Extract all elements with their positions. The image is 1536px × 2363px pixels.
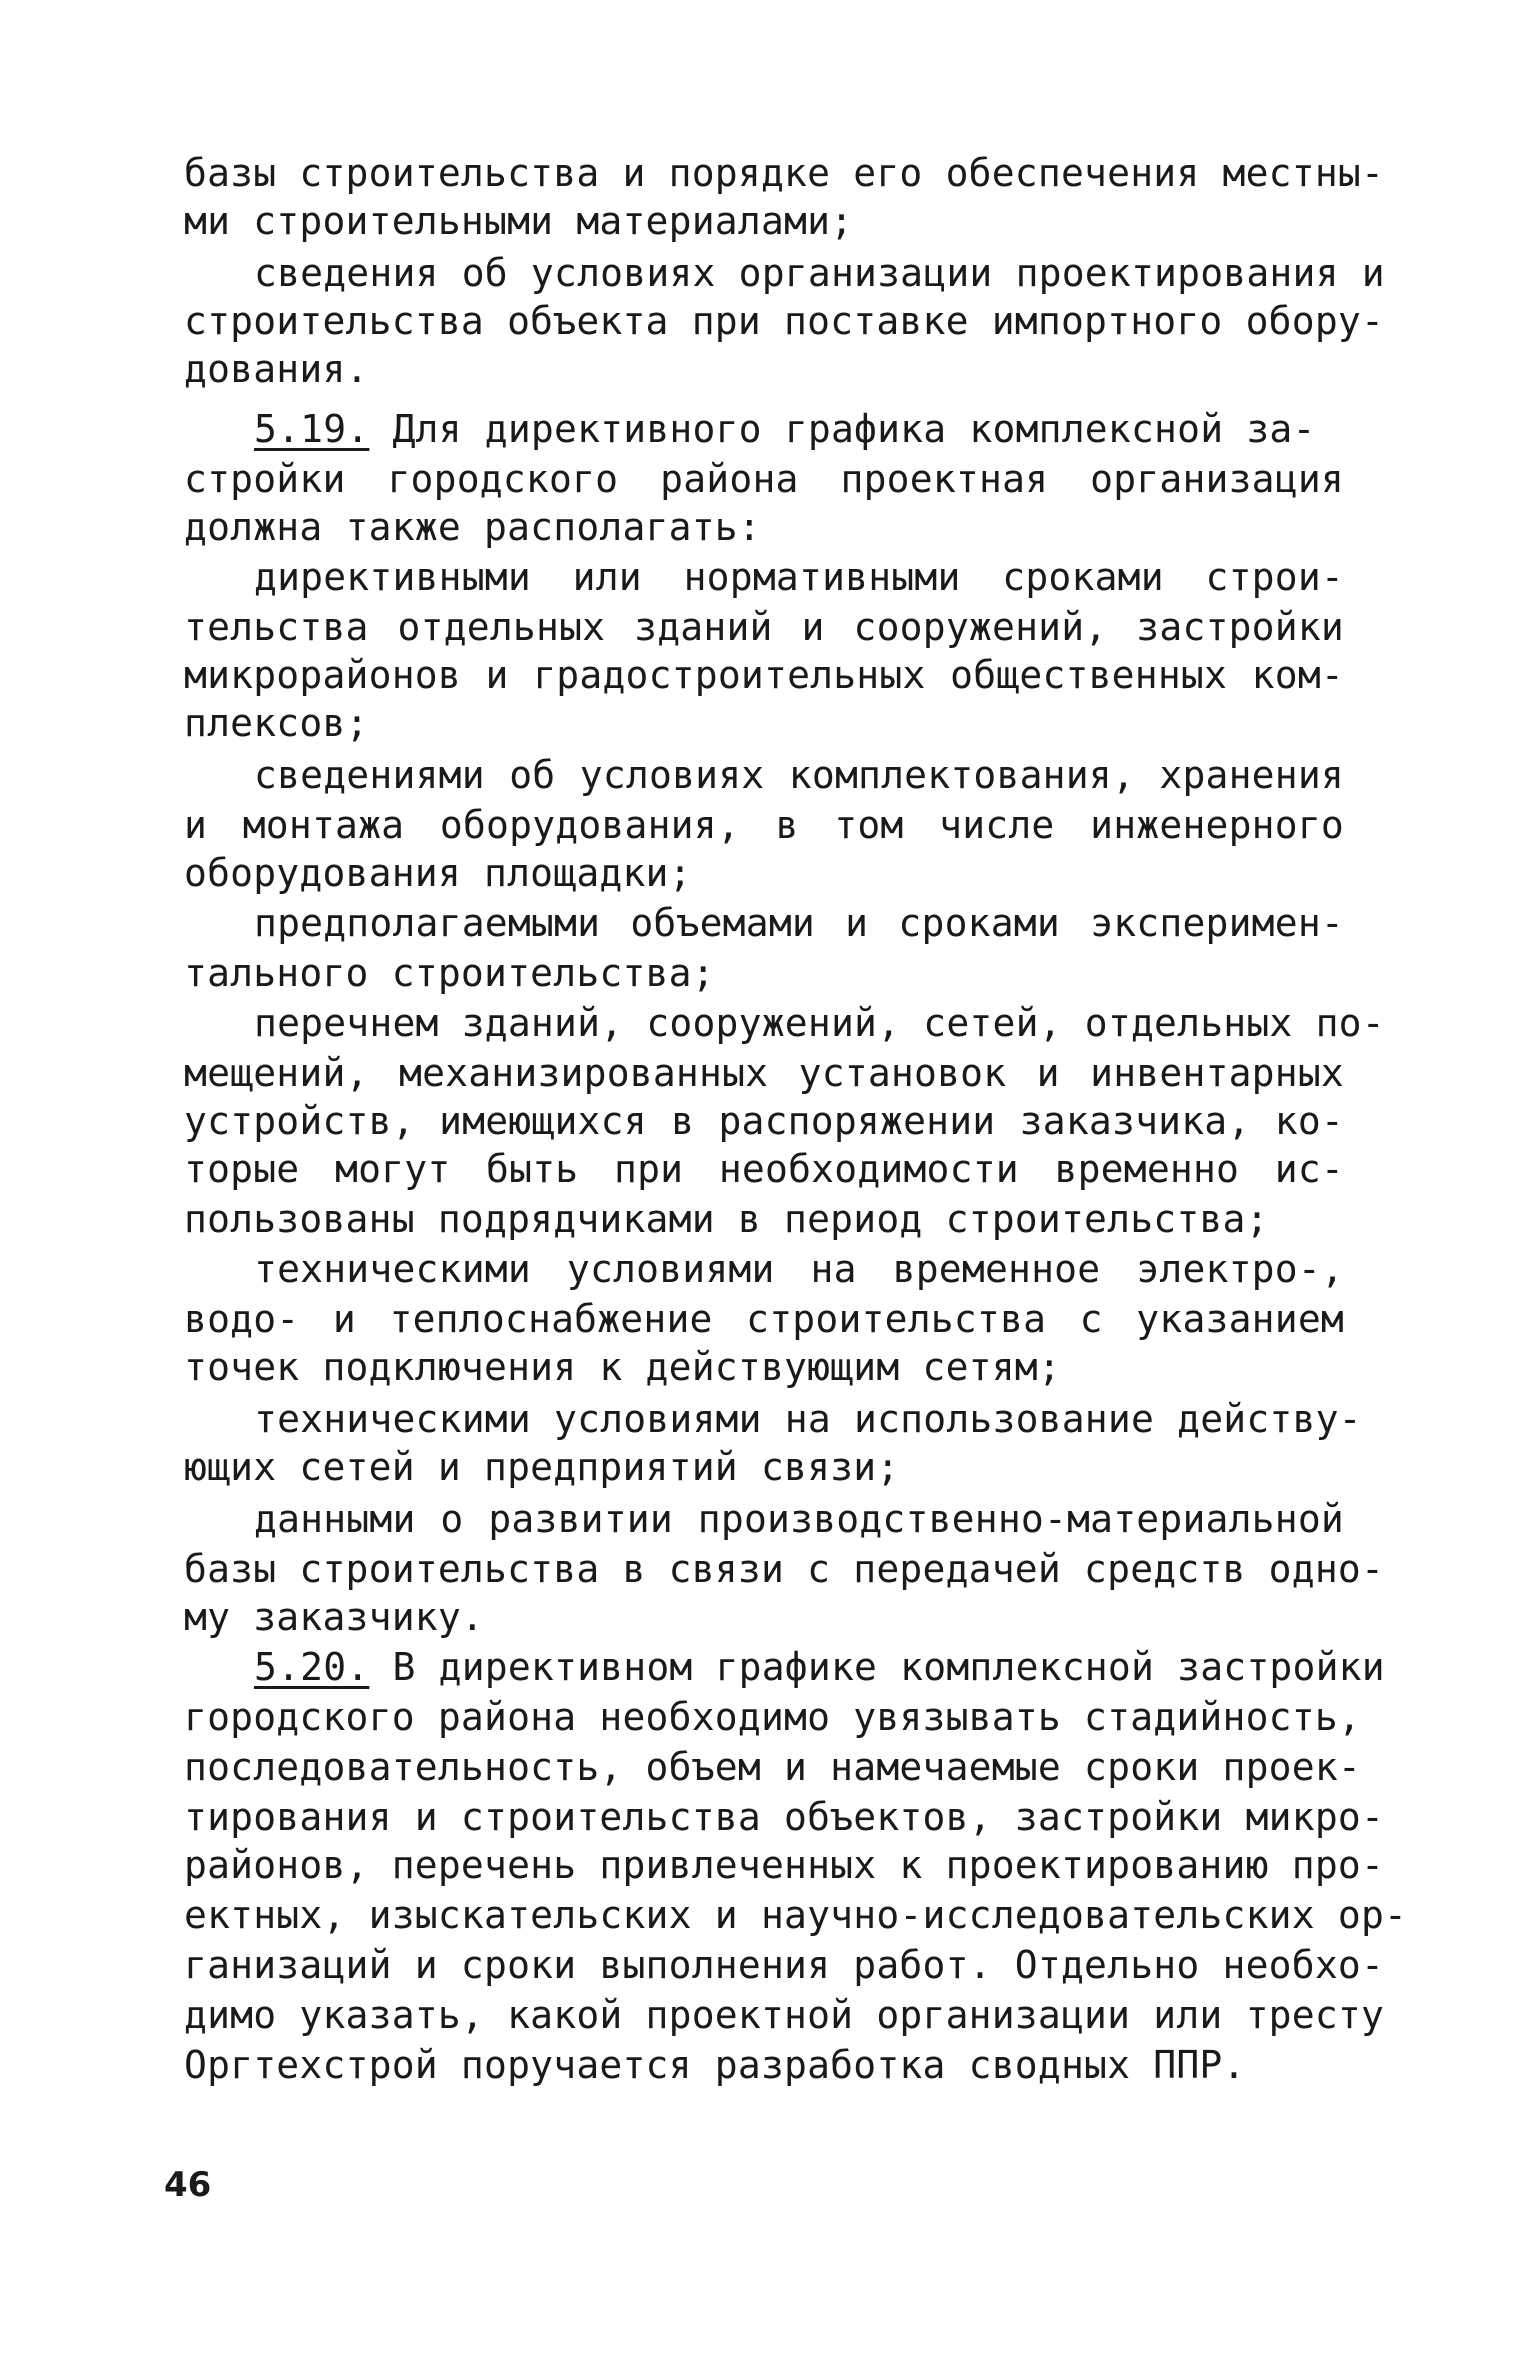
text-line: ектных, изыскательских и научно-исследовательских ор- [184,1893,1408,1937]
text-line: городского района необходимо увязывать стадийность, [184,1695,1361,1739]
text-line: тирования и строительства объектов, застройки микро- [184,1795,1385,1839]
text-line: базы строительства в связи с передачей средств одно- [184,1547,1385,1591]
section-number: 5.20. [254,1645,370,1689]
text-line: микрорайонов и градостроительных общественных ком- [184,653,1344,697]
text-line: последовательность, объем и намечаемые сроки проек- [184,1745,1361,1789]
text-line: техническими условиями на использование действу- [254,1397,1362,1441]
paragraph-5-20-first-line [254,1644,1385,1690]
text-line: дования. [184,347,369,391]
text-line: техническими условиями на временное электро-, [254,1247,1344,1291]
text-line: сведениями об условиях комплектования, хранения [254,753,1344,797]
text-line: димо указать, какой проектной организации или тресту [184,1993,1385,2037]
text-line: ми строительными материалами; [184,199,854,243]
text-line: ющих сетей и предприятий связи; [184,1445,900,1489]
text-line: стройки городского района проектная организация [184,457,1344,501]
text-line: районов, перечень привлеченных к проектированию про- [184,1843,1385,1887]
text-line: перечнем зданий, сооружений, сетей, отдельных по- [254,1001,1385,1045]
text-line: и монтажа оборудования, в том числе инженерного [184,803,1344,847]
text-line: пользованы подрядчиками в период строительства; [184,1197,1269,1241]
text-line: ганизаций и сроки выполнения работ. Отдельно необхо- [184,1943,1385,1987]
text-line: должна также располагать: [184,505,761,549]
text-line: строительства объекта при поставке импортного обору- [184,299,1385,343]
text-line: Оргтехстрой поручается разработка сводных ППР. [184,2043,1246,2087]
text-line: предполагаемыми объемами и сроками эксперимен- [254,901,1344,945]
section-number: 5.19. [254,407,370,451]
text-line: тельства отдельных зданий и сооружений, застройки [184,605,1344,649]
text-line: плексов; [184,701,369,745]
text-line: водо- и теплоснабжение строительства с указанием [184,1297,1344,1341]
text-line-continuation: В директивном графике комплексной застройки [369,1645,1385,1689]
text-line-continuation: Для директивного графика комплексной за- [369,407,1316,451]
paragraph-5-19-first-line [254,406,1344,452]
text-line: базы строительства и порядке его обеспечения местны- [184,151,1385,195]
text-line: тального строительства; [184,951,715,995]
text-line: торые могут быть при необходимости временно ис- [184,1147,1344,1191]
text-line: директивными или нормативными сроками строи- [254,555,1344,599]
text-line: точек подключения к действующим сетям; [184,1345,1061,1389]
text-line: данными о развитии производственно-материальной [254,1497,1344,1541]
text-line: сведения об условиях организации проектирования и [254,251,1385,295]
text-line: мещений, механизированных установок и инвентарных [184,1051,1344,1095]
text-line: устройств, имеющихся в распоряжении заказчика, ко- [184,1099,1344,1143]
text-line: му заказчику. [184,1595,485,1639]
text-line: оборудования площадки; [184,851,692,895]
page-number: 46 [164,2165,212,2205]
